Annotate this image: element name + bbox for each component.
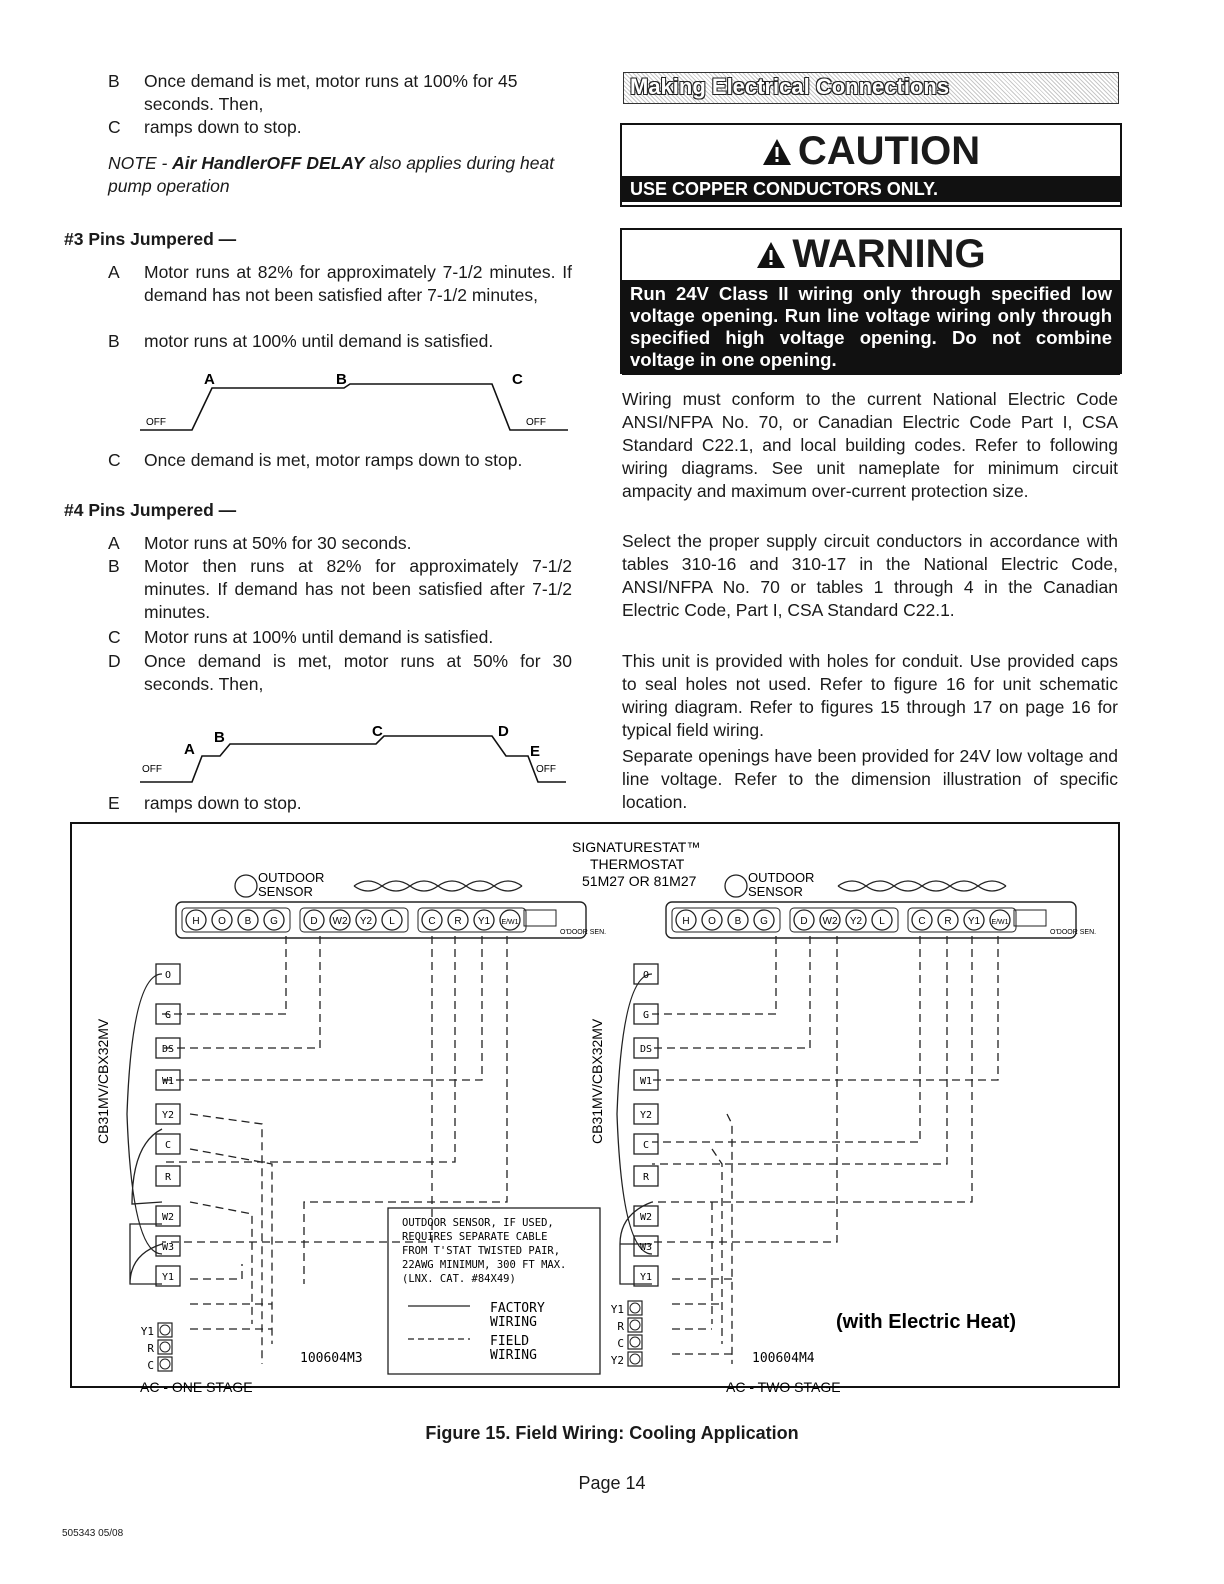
unit-terminal-label: DS: [161, 1044, 175, 1055]
figure-caption: Figure 15. Field Wiring: Cooling Application: [425, 1423, 799, 1443]
terminal-label: G: [270, 916, 278, 927]
unit-terminals-right: [634, 964, 658, 1286]
graph-off-left: OFF: [146, 417, 166, 428]
terminal-screw-icon: [630, 1354, 640, 1364]
unit-terminal-label: R: [164, 1172, 172, 1183]
list-item: [108, 650, 570, 696]
page-number: Page 14: [578, 1473, 646, 1493]
terminal-label: O: [218, 916, 226, 927]
legend-field-label: FIELD: [490, 1334, 530, 1349]
graph-label-c: C: [512, 371, 523, 388]
list-item: [108, 555, 570, 624]
ac-terminals-left: [141, 1323, 172, 1372]
graph-label-c: C: [372, 723, 383, 740]
warning-message: Run 24V Class II wiring only through specified low voltage opening. Run line voltage wiring only through specified high voltage opening. Do not combine voltage in one opening.: [622, 280, 1120, 375]
item-text: Once demand is met, motor runs at 50% for 30 seconds. Then,: [144, 651, 572, 694]
list-item: [108, 532, 570, 555]
graph-label-a: A: [184, 741, 195, 758]
section-heading: #3 Pins Jumpered —: [64, 229, 237, 249]
note-prefix: NOTE -: [108, 153, 173, 173]
list-item: [108, 70, 570, 116]
speed-profile-graph-4: [140, 712, 580, 790]
item-letter: C: [108, 450, 121, 470]
ac-terminal-label: C: [617, 1337, 624, 1350]
note-line: FROM T'STAT TWISTED PAIR,: [402, 1245, 561, 1257]
paragraph: This unit is provided with holes for conduit. Use provided caps to seal holes not used. Refer to figure 16 for unit schematic wiring diagram. Refer to figures 15 through 17 on page 16 for typical field wiring.: [622, 651, 1118, 740]
terminal-label: C: [918, 916, 926, 927]
legend-factory-label: WIRING: [490, 1315, 537, 1330]
unit-terminal-label: R: [642, 1172, 650, 1183]
item-letter: B: [108, 556, 120, 576]
unit-terminal-label: W3: [161, 1242, 175, 1253]
unit-terminals-left: [156, 964, 180, 1286]
terminal-screw-icon: [630, 1337, 640, 1347]
unit-terminal-label: W1: [639, 1076, 653, 1087]
graph-label-b: B: [336, 371, 347, 388]
sensor-terminal: [524, 910, 556, 926]
ac-terminal-label: Y2: [610, 1354, 624, 1367]
odoor-sen-label: O'DOOR SEN.: [1050, 929, 1097, 936]
graph-label-b: B: [214, 729, 225, 746]
diagram-label-left: AC - ONE STAGE: [140, 1379, 253, 1395]
terminal-label: R: [944, 916, 952, 927]
list-item: [108, 626, 570, 649]
list-item: [108, 116, 570, 139]
note-bold: Air HandlerOFF DELAY: [172, 153, 365, 173]
outdoor-sensor-label: SENSOR: [258, 884, 313, 899]
item-letter: B: [108, 71, 120, 91]
ac-terminal-label: Y1: [610, 1303, 624, 1316]
list-item: [108, 792, 570, 815]
terminal-label: H: [682, 916, 690, 927]
item-letter: C: [108, 117, 121, 137]
terminal-label: W2: [822, 916, 838, 927]
outdoor-sensor-label: OUTDOOR: [258, 870, 325, 885]
item-letter: B: [108, 331, 120, 351]
item-letter: A: [108, 533, 120, 553]
graph-off-right: OFF: [526, 417, 546, 428]
terminal-screw-icon: [630, 1303, 640, 1313]
note-line: OUTDOOR SENSOR, IF USED,: [402, 1217, 554, 1229]
wire-layer: [127, 881, 1009, 1374]
item-letter: D: [108, 651, 121, 671]
graph-label-d: D: [498, 723, 509, 740]
item-text: Motor runs at 50% for 30 seconds.: [144, 533, 412, 553]
graph-off-right: OFF: [536, 764, 556, 775]
thermostat-model: 51M27 OR 81M27: [582, 873, 697, 889]
graph-line: [140, 384, 568, 430]
speed-profile-graph-3: [140, 368, 580, 440]
wiring-diagram: [72, 824, 1118, 1395]
graph-line: [140, 736, 566, 782]
note-line: REQUIRES SEPARATE CABLE: [402, 1231, 548, 1243]
list-item: [108, 449, 570, 472]
caution-box: [620, 123, 1122, 207]
graph-off-left: OFF: [142, 764, 162, 775]
note-text: [402, 1217, 566, 1285]
item-letter: C: [108, 627, 121, 647]
unit-terminal-label: O: [164, 970, 172, 981]
thermostat-terminals-left: [176, 875, 606, 938]
list-item: [108, 330, 570, 353]
terminal-label: Y1: [967, 916, 981, 927]
ac-terminal-label: R: [147, 1342, 154, 1355]
odoor-sen-label: O'DOOR SEN.: [560, 929, 607, 936]
outdoor-sensor-icon: [725, 875, 747, 897]
unit-terminal-label: W2: [639, 1212, 653, 1223]
unit-terminal-label: Y1: [639, 1272, 653, 1283]
note-rest: also applies during heat pump operation: [108, 153, 555, 196]
thermostat-terminals-right: [666, 875, 1096, 938]
graph-label-e: E: [530, 743, 541, 760]
item-text: Motor runs at 100% until demand is satisfied.: [144, 627, 494, 647]
section-heading: #4 Pins Jumpered —: [64, 500, 237, 520]
terminal-label: O: [708, 916, 716, 927]
sensor-terminal: [1014, 910, 1046, 926]
item-letter: E: [108, 793, 120, 813]
note-line: 22AWG MINIMUM, 300 FT MAX.: [402, 1259, 567, 1271]
caution-title: CAUTION: [797, 129, 981, 173]
section-title: Making Electrical Connections: [630, 74, 950, 99]
terminal-label: Y2: [849, 916, 863, 927]
document-code: 505343 05/08: [62, 1528, 124, 1539]
list-item: [108, 261, 570, 330]
warning-triangle-icon: [762, 138, 792, 166]
part-number-right: 100604M4: [752, 1351, 815, 1366]
section-banner: [623, 72, 1119, 104]
terminal-label: D: [800, 916, 808, 927]
paragraph: Separate openings have been provided for 24V low voltage and line voltage. Refer to the dimension illustration of specific location.: [622, 746, 1118, 812]
terminal-label: B: [244, 916, 252, 927]
item-text: ramps down to stop.: [144, 117, 302, 137]
paragraph: Select the proper supply circuit conductors in accordance with tables 310-16 and 310-17 in the National Electric Code, ANSI/NFPA No. 70 or tables 1 through 4 in the Canadian Electric Code, Part I, CSA Standard C22.1.: [622, 531, 1118, 620]
item-text: motor runs at 100% until demand is satisfied.: [144, 331, 494, 351]
unit-terminal-label: Y2: [161, 1110, 175, 1121]
twisted-pair-left: [354, 881, 522, 891]
twisted-pair-right: [838, 881, 1006, 891]
diagram-label-right: AC - TWO STAGE: [726, 1379, 841, 1395]
unit-terminal-label: G: [164, 1010, 172, 1021]
caution-heading: [622, 129, 1120, 173]
warning-triangle-icon: [756, 241, 786, 269]
terminal-label: Y2: [359, 916, 373, 927]
item-text: ramps down to stop.: [144, 793, 302, 813]
unit-label-right: CB31MV/CBX32MV: [589, 1018, 605, 1144]
terminal-label: Y1: [477, 916, 491, 927]
terminal-screw-icon: [160, 1359, 170, 1369]
terminal-label: L: [389, 916, 395, 927]
unit-terminal-label: Y1: [161, 1272, 175, 1283]
graph-label-a: A: [204, 371, 215, 388]
terminal-screw-icon: [630, 1320, 640, 1330]
unit-terminal-label: DS: [639, 1044, 653, 1055]
warning-box: [620, 228, 1122, 374]
legend-factory-label: FACTORY: [490, 1301, 545, 1316]
item-text: Once demand is met, motor runs at 100% for 45 seconds. Then,: [144, 71, 518, 114]
unit-terminal-label: Y2: [639, 1110, 653, 1121]
wiring-figure: [70, 822, 1120, 1395]
warning-heading: [622, 232, 1120, 276]
terminal-label: H: [192, 916, 200, 927]
item-letter: A: [108, 262, 120, 282]
terminal-label: L: [879, 916, 885, 927]
warning-title: WARNING: [792, 232, 986, 276]
thermostat-label: SIGNATURESTAT™: [572, 839, 701, 855]
caution-message: USE COPPER CONDUCTORS ONLY.: [622, 176, 1120, 202]
terminal-label: B: [734, 916, 742, 927]
terminal-label: W2: [332, 916, 348, 927]
item-text: Once demand is met, motor ramps down to stop.: [144, 450, 523, 470]
unit-terminal-label: W1: [161, 1076, 175, 1087]
thermostat-label: THERMOSTAT: [590, 856, 685, 872]
terminal-label: G: [760, 916, 768, 927]
terminal-screw-icon: [160, 1325, 170, 1335]
note: [108, 152, 570, 198]
outdoor-sensor-label: OUTDOOR: [748, 870, 815, 885]
unit-terminal-label: W3: [639, 1242, 653, 1253]
outdoor-sensor-label: SENSOR: [748, 884, 803, 899]
legend-field-label: WIRING: [490, 1348, 537, 1363]
ac-terminal-label: C: [147, 1359, 154, 1372]
unit-terminal-label: O: [642, 970, 650, 981]
terminal-label: D: [310, 916, 318, 927]
unit-terminal-label: C: [642, 1140, 650, 1151]
ac-terminals-right: [611, 1301, 642, 1367]
item-text: Motor runs at 82% for approximately 7-1/2 minutes. If demand has not been satisfied after 7-1/2 minutes,: [144, 262, 572, 305]
ac-terminal-label: R: [617, 1320, 624, 1333]
unit-terminal-label: G: [642, 1010, 650, 1021]
field-wiring-left: [162, 936, 507, 1364]
unit-terminal-label: C: [164, 1140, 172, 1151]
factory-wiring-left: [127, 974, 162, 1284]
ac-terminal-label: Y1: [140, 1325, 154, 1338]
terminal-label: E/W1: [991, 919, 1009, 926]
note-line: (LNX. CAT. #84X49): [402, 1273, 516, 1285]
electric-heat-label: (with Electric Heat): [836, 1311, 1017, 1333]
unit-label-left: CB31MV/CBX32MV: [95, 1018, 111, 1144]
outdoor-sensor-icon: [235, 875, 257, 897]
terminal-screw-icon: [160, 1342, 170, 1352]
part-number-left: 100604M3: [300, 1351, 363, 1366]
unit-terminal-label: W2: [161, 1212, 175, 1223]
terminal-label: E/W1: [501, 919, 519, 926]
item-text: Motor then runs at 82% for approximately 7-1/2 minutes. If demand has not been satisfied after 7-1/2 minutes.: [144, 556, 572, 622]
terminal-label: C: [428, 916, 436, 927]
field-wiring-right: [652, 936, 998, 1364]
terminal-label: R: [454, 916, 462, 927]
paragraph: Wiring must conform to the current National Electric Code ANSI/NFPA No. 70, or Canadian Electric Code Part I, CSA Standard C22.1, and local building codes. Refer to following wiring diagrams. See unit nameplate for minimum circuit ampacity and maximum over-current protection size.: [622, 389, 1118, 501]
